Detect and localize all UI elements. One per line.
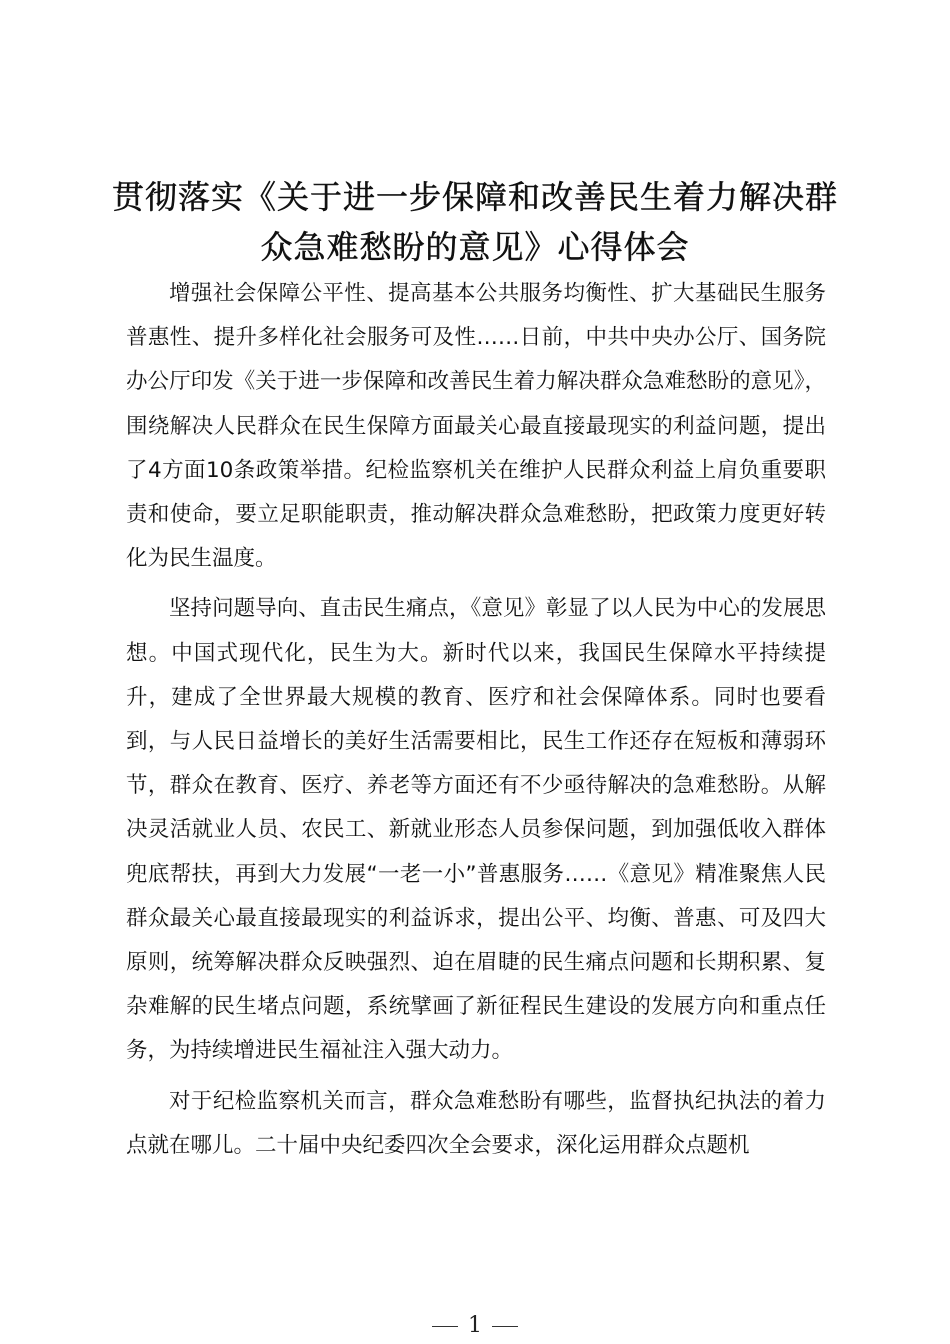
page-number: 1	[468, 1313, 482, 1338]
page-footer	[0, 1312, 950, 1340]
body-paragraph-1: 增强社会保障公平性、提高基本公共服务均衡性、扩大基础民生服务普惠性、提升多样化社会服务可及性……日前，中共中央办公厅、国务院办公厅印发《关于进一步保障和改善民生着力解决群众急难愁盼的意见》，围绕解决人民群众在民生保障方面最关心最直接最现实的利益问题，提出了4方面10条政策举措。纪检监察机关在维护人民群众利益上肩负重要职责和使命，要立足职能职责，推动解决群众急难愁盼，把政策力度更好转化为民生温度。	[126, 281, 826, 572]
document-body	[126, 272, 826, 1168]
body-paragraph-3: 对于纪检监察机关而言，群众急难愁盼有哪些，监督执纪执法的着力点就在哪儿。二十届中央纪委四次全会要求，深化运用群众点题机	[126, 1088, 826, 1158]
footer-dash-left	[432, 1326, 458, 1327]
footer-dash-right	[492, 1326, 518, 1327]
body-paragraph-2: 坚持问题导向、直击民生痛点，《意见》彰显了以人民为中心的发展思想。中国式现代化，民生为大。新时代以来，我国民生保障水平持续提升，建成了全世界最大规模的教育、医疗和社会保障体系。同时也要看到，与人民日益增长的美好生活需要相比，民生工作还存在短板和薄弱环节，群众在教育、医疗、养老等方面还有不少亟待解决的急难愁盼。从解决灵活就业人员、农民工、新就业形态人员参保问题，到加强低收入群体兜底帮扶，再到大力发展“一老一小”普惠服务……《意见》精准聚焦人民群众最关心最直接最现实的利益诉求，提出公平、均衡、普惠、可及四大原则，统筹解决群众反映强烈、迫在眉睫的民生痛点问题和长期积累、复杂难解的民生堵点问题，系统擘画了新征程民生建设的发展方向和重点任务，为持续增进民生福祉注入强大动力。	[126, 596, 826, 1064]
document-title: 贯彻落实《关于进一步保障和改善民生着力解决群众急难愁盼的意见》心得体会	[111, 178, 838, 266]
